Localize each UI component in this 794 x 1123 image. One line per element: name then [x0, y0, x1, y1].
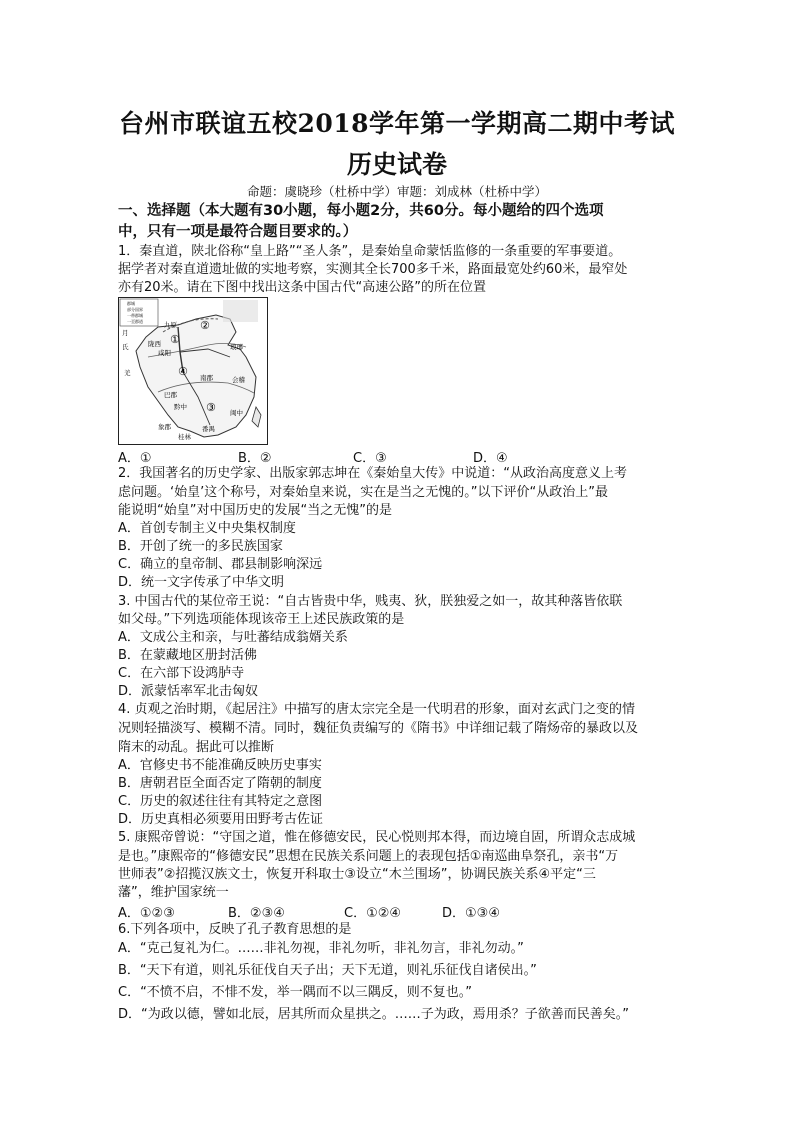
map-label-xianyang: 咸阳 [158, 349, 171, 357]
q1-option-c: C．③ [353, 451, 387, 466]
q6-option-d: D．“为政以德，譬如北辰，居其所而众星拱之。……子为政，焉用杀？子欲善而民善矣。” [118, 1007, 629, 1022]
q4-option-c: C．历史的叙述往往有其特定之意图 [118, 794, 323, 809]
q2-line2: 虑问题。‘始皇’这个称号，对秦始皇来说，实在是当之无愧的。”以下评价“从政治上”最 [118, 485, 608, 500]
map-label-nanjun: 南郡 [200, 374, 213, 382]
q3-option-d: D．派蒙恬率军北击匈奴 [118, 684, 259, 699]
map-legend-3: 一带郡城 [127, 313, 143, 318]
q2-option-d: D．统一文字传承了中华文明 [118, 575, 285, 590]
map-label-yue: 月 [122, 329, 129, 337]
q2-option-a: A．首创专制主义中央集权制度 [118, 521, 296, 536]
map-label-shi: 氏 [122, 343, 129, 351]
q1-option-a: A．① [118, 451, 152, 466]
q1-options [118, 447, 538, 465]
map-label-minzhong: 闽中 [230, 409, 243, 417]
q6-option-a: A．“克己复礼为仁。……非礼勿视，非礼勿听，非礼勿言，非礼勿动。” [118, 941, 524, 956]
q1-option-b: B．② [238, 451, 272, 466]
q5-line2: 是也。”康熙帝的“修德安民”思想在民族关系问题上的表现包括①南巡曲阜祭孔，亲书“万 [118, 849, 619, 864]
map-marker-3: ③ [206, 401, 216, 414]
q3-option-b: B．在蒙藏地区册封活佛 [118, 648, 257, 663]
map-label-langya: 琅琊 [230, 343, 243, 351]
q4-line1: 4. 贞观之治时期，《起居注》中描写的唐太宗完全是一代明君的形象，面对玄武门之变的情 [118, 702, 636, 717]
q2-option-b: B．开创了统一的多民族国家 [118, 539, 283, 554]
q1-line1: 1．秦直道，陕北俗称“皇上路”“圣人条”，是秦始皇命蒙恬监修的一条重要的军事要道。 [118, 244, 622, 259]
section-heading-line2: 中，只有一项是最符合题目要求的。） [118, 224, 358, 240]
map-label-xiangjun: 象郡 [158, 423, 171, 431]
q3-line2: 如父母。”下列选项能体现该帝王上述民族政策的是 [118, 612, 405, 627]
map-label-longxi: 陇西 [148, 340, 161, 348]
map-legend-2: 部分国界 [127, 307, 143, 312]
q1-line3: 亦有20米。请在下图中找出这条中国古代“高速公路”的所在位置 [118, 280, 487, 295]
q3-option-c: C．在六部下设鸿胪寺 [118, 666, 245, 681]
q2-line1: 2．我国著名的历史学家、出版家郭志坤在《秦始皇大传》中说道：“从政治高度意义上考 [118, 466, 628, 481]
map-label-guilin: 桂林 [178, 433, 191, 441]
exam-subtitle: 历史试卷 [346, 150, 447, 179]
q4-option-d: D．历史真相必须要用田野考古佐证 [118, 812, 324, 827]
qin-map [118, 297, 268, 445]
q5-line4: 藩”，维护国家统一 [118, 885, 229, 900]
map-marker-2: ② [200, 319, 210, 332]
q6-option-b: B．“天下有道，则礼乐征伐自天子出；天下无道，则礼乐征伐自诸侯出。” [118, 963, 537, 978]
q5-line3: 世师表”②招揽汉族文士，恢复开科取士③设立“木兰围场”，协调民族关系④平定“三 [118, 867, 596, 882]
q3-option-a: A．文成公主和亲，与吐蕃结成翁婿关系 [118, 630, 348, 645]
map-label-qianzhong: 黔中 [174, 403, 187, 411]
q2-line3: 能说明“始皇”对中国历史的发展“当之无愧”的是 [118, 503, 392, 518]
section-heading [118, 201, 678, 243]
map-marker-4: ④ [178, 365, 188, 378]
section-heading-line1: 一、选择题（本大题有30小题，每小题2分，共60分。每小题给的四个选项 [118, 203, 604, 219]
map-label-kuaiji: 会稽 [232, 376, 245, 384]
q1-line2: 据学者对秦直道遗址做的实地考察，实测其全长700多千米，路面最宽处约60米，最窄处 [118, 262, 628, 277]
map-label-jiuyuan: 九原 [164, 321, 177, 329]
exam-title: 台州市联谊五校2018学年第一学期高二期中考试 [118, 109, 676, 138]
q3-line1: 3. 中国古代的某位帝王说：“自古皆贵中华，贱夷、狄，朕独爱之如一，故其种落皆依联 [118, 594, 623, 609]
q6-option-c: C．“不愤不启，不悱不发，举一隅而不以三隅反，则不复也。” [118, 985, 473, 1000]
map-marker-1: ① [170, 333, 180, 346]
q5-option-b: B．②③④ [228, 906, 285, 921]
map-legend-4: 一至郡道 [127, 319, 143, 324]
q4-line3: 隋末的动乱。据此可以推断 [118, 740, 275, 755]
q2-option-c: C．确立的皇帝制、郡县制影响深远 [118, 557, 323, 572]
map-label-qiang: 羌 [124, 369, 131, 377]
q5-option-a: A．①②③ [118, 906, 175, 921]
map-legend-1: 郡城 [127, 301, 135, 306]
map-label-bajun: 巴郡 [164, 391, 177, 399]
q5-option-c: C．①②④ [344, 906, 402, 921]
q5-options [118, 902, 538, 920]
q4-line2: 况则轻描淡写、模糊不清。同时，魏征负责编写的《隋书》中详细记载了隋炀帝的暴政以及 [118, 721, 639, 736]
q6-line1: 6.下列各项中，反映了孔子教育思想的是 [118, 922, 352, 937]
map-label-panyu: 番禺 [202, 425, 215, 433]
exam-credit: 命题：虞晓珍（杜桥中学）审题：刘成林（杜桥中学） [246, 184, 547, 199]
q5-line1: 5. 康熙帝曾说：“守国之道，惟在修德安民，民心悦则邦本得，而边境自固，所谓众志成城 [118, 830, 636, 845]
q4-option-b: B．唐朝君臣全面否定了隋朝的制度 [118, 776, 322, 791]
q1-option-d: D．④ [473, 451, 508, 466]
q4-option-a: A．官修史书不能准确反映历史事实 [118, 758, 322, 773]
q5-option-d: D．①③④ [442, 906, 500, 921]
